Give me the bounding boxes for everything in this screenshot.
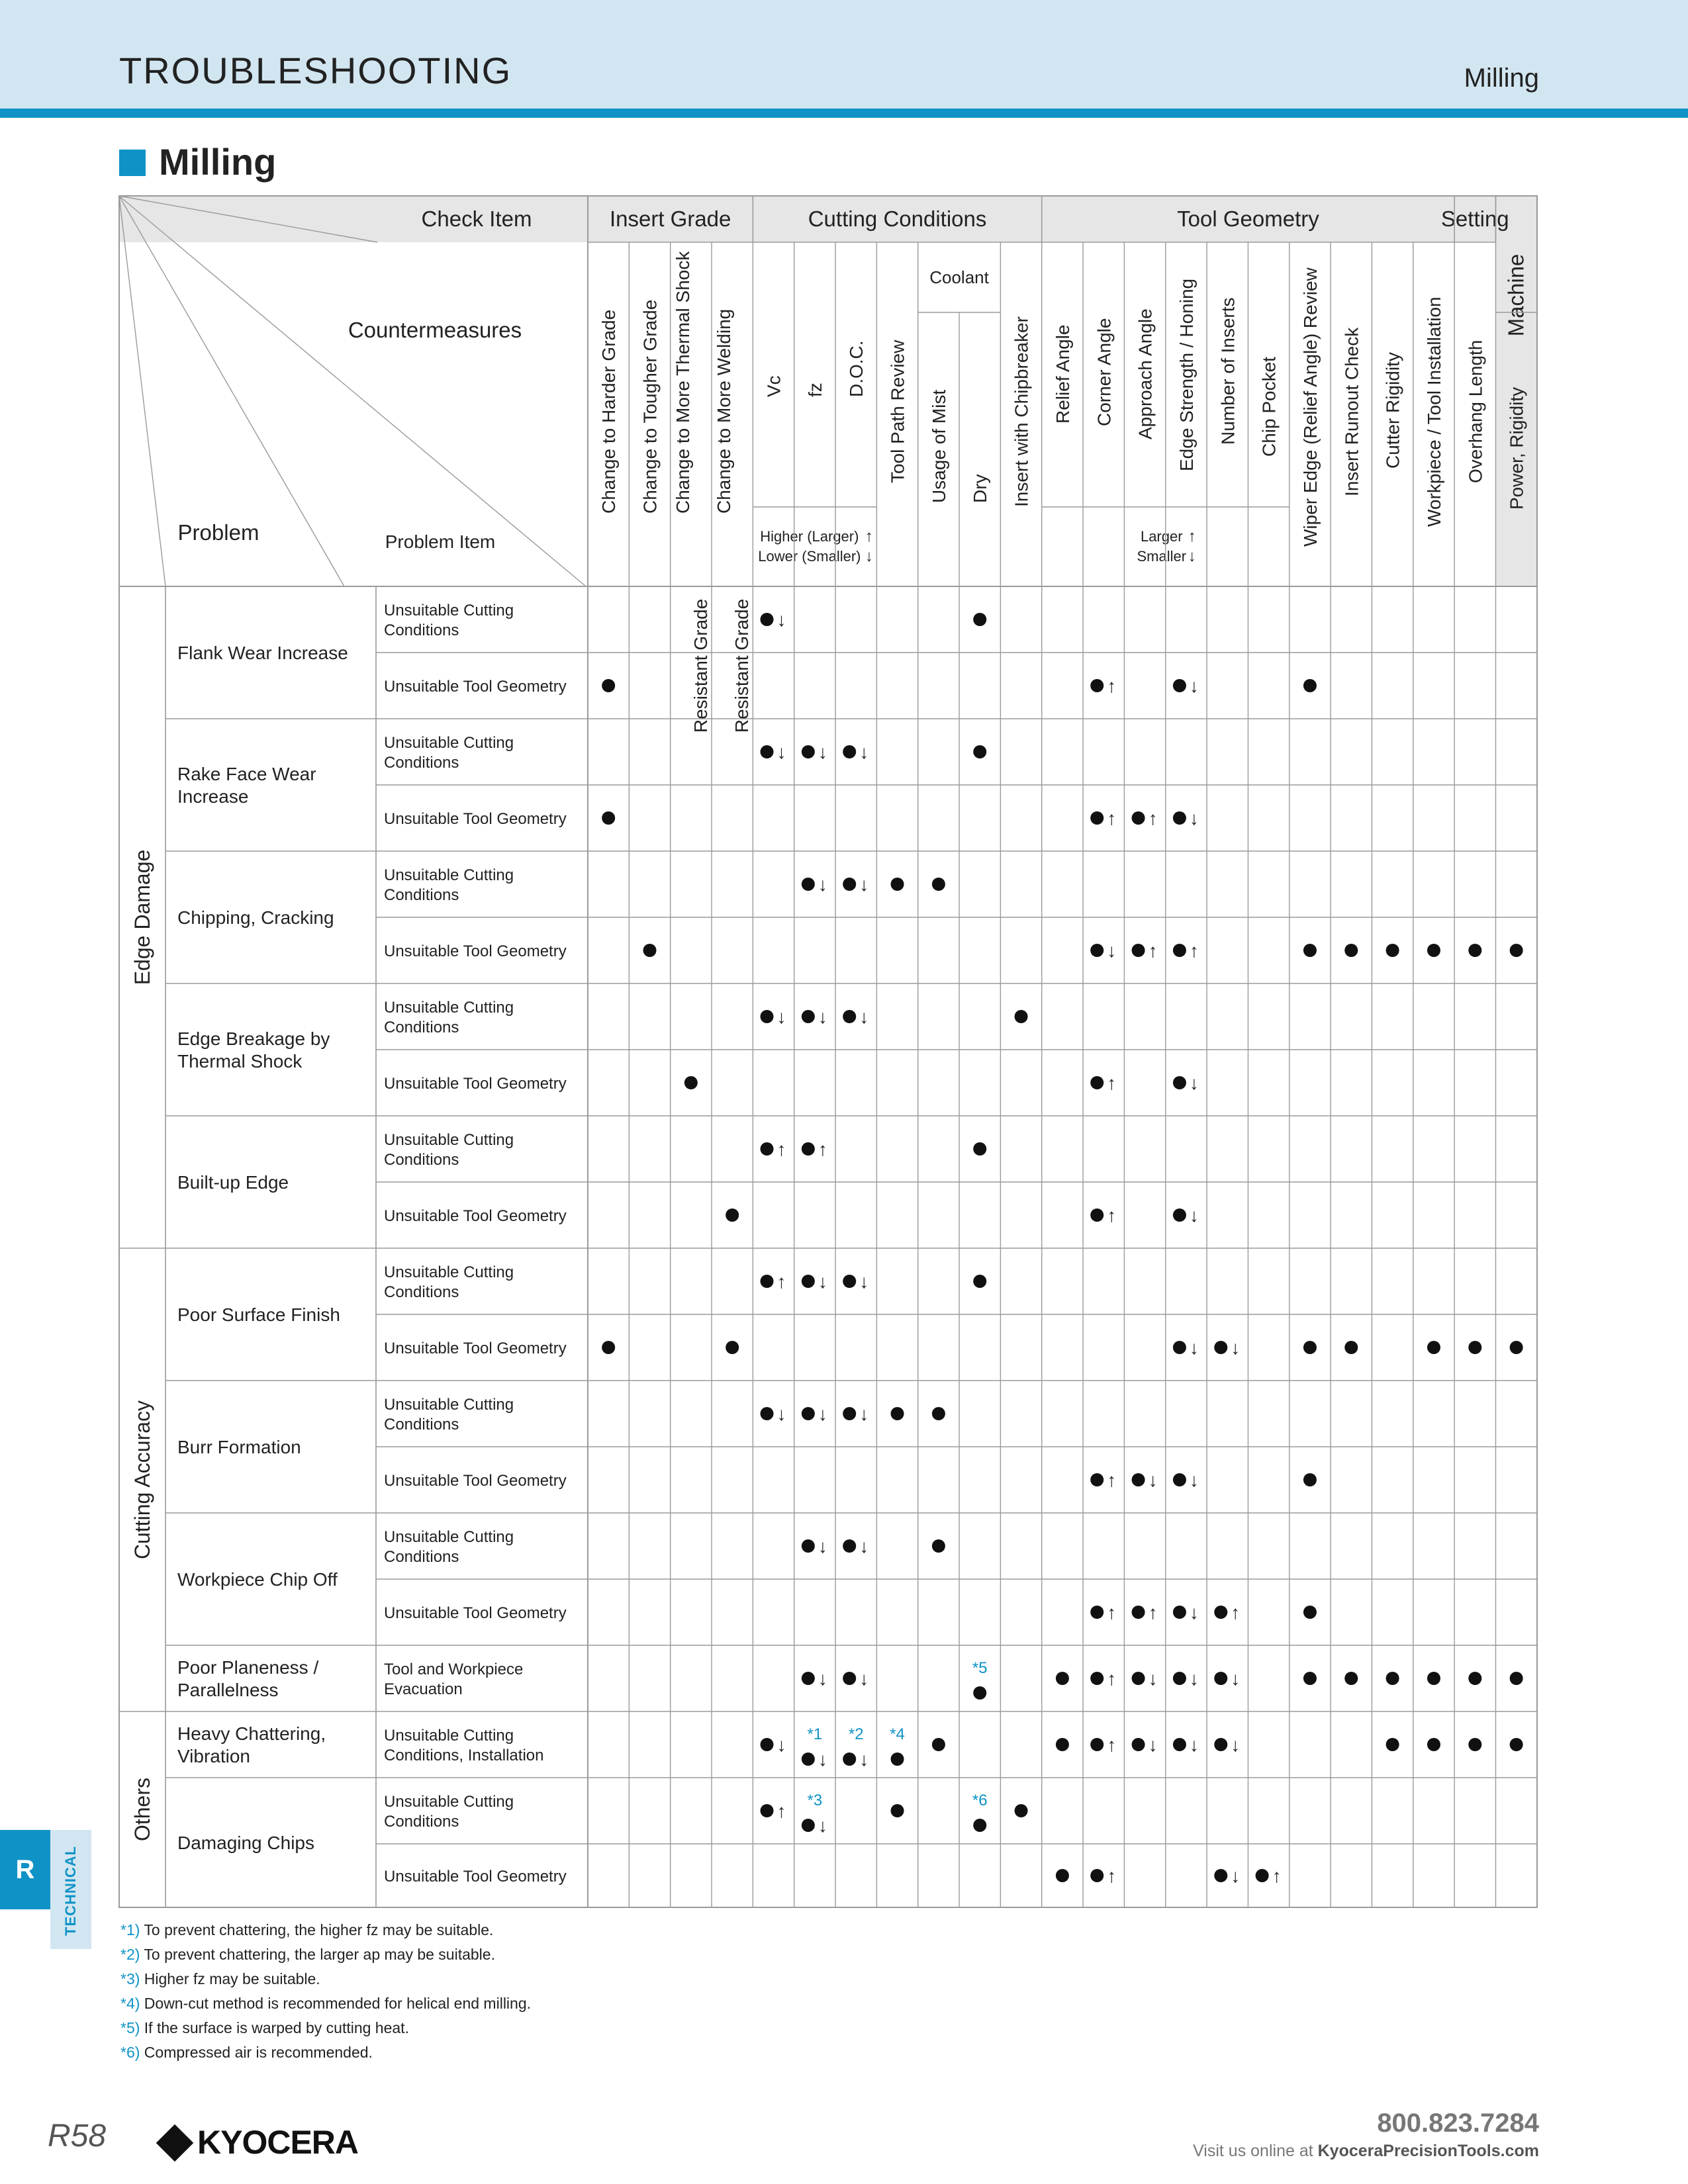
recommendation-dot-icon: [802, 878, 815, 891]
down-arrow-icon: ↓: [818, 1404, 827, 1424]
recommendation-dot-icon: [1468, 944, 1481, 957]
footnote-text: To prevent chattering, the higher fz may be suitable.: [144, 1921, 494, 1938]
problem-item-text: Unsuitable Cutting: [384, 1131, 514, 1149]
footnotes: [120, 1918, 531, 2065]
column-header-label: Dry: [970, 474, 991, 503]
problem-item-text: Unsuitable Tool Geometry: [384, 678, 567, 696]
recommendation-dot-icon: [1090, 1738, 1103, 1751]
recommendation-dot-icon: [1132, 811, 1145, 825]
footnote-text: To prevent chattering, the larger ap may be suitable.: [144, 1946, 495, 1963]
down-arrow-icon: ↓: [776, 1735, 786, 1755]
footnote: [120, 1991, 531, 2016]
down-arrow-icon: ↓: [1231, 1668, 1241, 1689]
brand-name: KYOCERA: [197, 2124, 359, 2161]
column-header-label: Change to Tougher Grade: [639, 299, 661, 514]
problem-item-text: Conditions: [384, 621, 459, 639]
recommendation-dot-icon: [802, 1539, 815, 1553]
problem-name: Poor Surface Finish: [177, 1304, 340, 1325]
recommendation-dot-icon: [973, 613, 986, 626]
up-arrow-icon: ↑: [1107, 676, 1117, 696]
recommendation-dot-icon: [802, 1275, 815, 1288]
recommendation-dot-icon: [973, 1142, 986, 1156]
footnote-marker: *5: [972, 1659, 988, 1677]
down-arrow-icon: ↓: [1107, 940, 1117, 961]
column-header-label: Change to More Thermal Shock: [672, 251, 693, 514]
recommendation-dot-icon: [891, 1407, 904, 1420]
footnote-mark: *5): [120, 2019, 144, 2036]
problem-item-text: Conditions: [384, 1813, 459, 1831]
footnote-mark: *6): [120, 2044, 144, 2061]
up-arrow-icon: ↑: [1148, 808, 1158, 829]
recommendation-dot-icon: [1510, 1738, 1523, 1751]
column-header-label: Relief Angle: [1052, 324, 1073, 424]
recommendation-dot-icon: [843, 745, 856, 758]
down-arrow-icon: ↓: [859, 1668, 869, 1689]
recommendation-dot-icon: [1468, 1738, 1481, 1751]
section-label: Milling: [1464, 64, 1539, 93]
footnote-text: Higher fz may be suitable.: [144, 1970, 320, 1987]
footnote-mark: *4): [120, 1995, 144, 2012]
footnote: [120, 1967, 531, 1991]
recommendation-dot-icon: [1090, 811, 1103, 825]
recommendation-dot-icon: [761, 1010, 774, 1023]
column-header-label: Wiper Edge (Relief Angle) Review: [1299, 267, 1321, 547]
problem-name: Damaging Chips: [177, 1833, 314, 1853]
down-arrow-icon: ↓: [1189, 1338, 1199, 1358]
problem-name: Heavy Chattering,: [177, 1723, 326, 1744]
recommendation-dot-icon: [802, 1672, 815, 1685]
category-label: Cutting Accuracy: [130, 1400, 154, 1560]
problem-name: Workpiece Chip Off: [177, 1569, 338, 1590]
countermeasures-label: Countermeasures: [348, 318, 522, 342]
problem-item-text: Evacuation: [384, 1680, 463, 1698]
legend-smaller: Smaller: [1137, 548, 1187, 565]
column-header-label: fz: [804, 383, 825, 397]
column-header-label: Workpiece / Tool Installation: [1423, 296, 1444, 527]
down-arrow-icon: ↓: [776, 742, 786, 762]
recommendation-dot-icon: [602, 1341, 615, 1354]
problem-item-text: Conditions: [384, 1548, 459, 1566]
footnote-marker: *4: [890, 1725, 905, 1743]
problem-label: Problem: [177, 520, 259, 545]
down-arrow-icon: ↓: [1189, 1470, 1199, 1490]
recommendation-dot-icon: [1303, 1341, 1317, 1354]
down-arrow-icon: ↓: [818, 1749, 827, 1770]
recommendation-dot-icon: [1303, 679, 1317, 692]
recommendation-dot-icon: [1173, 679, 1186, 692]
recommendation-dot-icon: [1090, 1606, 1103, 1619]
recommendation-dot-icon: [891, 1804, 904, 1817]
recommendation-dot-icon: [1090, 1208, 1103, 1222]
recommendation-dot-icon: [843, 1539, 856, 1553]
recommendation-dot-icon: [891, 878, 904, 891]
column-header-label: D.O.C.: [846, 340, 867, 397]
problem-item-text: Unsuitable Tool Geometry: [384, 942, 567, 960]
problem-name: Flank Wear Increase: [177, 643, 348, 663]
recommendation-dot-icon: [1173, 944, 1186, 957]
recommendation-dot-icon: [843, 1407, 856, 1420]
footnote-marker: *6: [972, 1792, 988, 1809]
down-arrow-icon: ↓: [776, 610, 786, 630]
recommendation-dot-icon: [1090, 944, 1103, 957]
check-item-label: Check Item: [421, 206, 532, 231]
legend-larger: Larger: [1140, 528, 1183, 545]
problem-item-text: Unsuitable Cutting: [384, 734, 514, 752]
column-header-label: Number of Inserts: [1217, 297, 1239, 445]
recommendation-dot-icon: [1132, 1672, 1145, 1685]
recommendation-dot-icon: [1090, 1076, 1103, 1089]
recommendation-dot-icon: [802, 1819, 815, 1832]
footnote: [120, 1942, 531, 1967]
problem-item-text: Unsuitable Cutting: [384, 1528, 514, 1546]
recommendation-dot-icon: [802, 1752, 815, 1766]
footnote-text: If the surface is warped by cutting heat.: [144, 2019, 409, 2036]
recommendation-dot-icon: [761, 745, 774, 758]
down-arrow-icon: ↓: [1189, 1205, 1199, 1226]
up-arrow-icon: ↑: [776, 1801, 786, 1821]
down-arrow-icon: ↓: [1189, 1602, 1199, 1623]
footnote-mark: *2): [120, 1946, 144, 1963]
section-tab-text: TECHNICAL: [62, 1845, 79, 1936]
column-header-label: Usage of Mist: [928, 389, 949, 503]
coolant-label: Coolant: [929, 267, 989, 287]
down-arrow-icon: ↓: [818, 1536, 827, 1557]
down-arrow-icon: ↓: [1189, 1668, 1199, 1689]
down-arrow-icon: ↓: [859, 1749, 869, 1770]
column-header-label: Resistant Grade: [731, 598, 753, 733]
problem-name: Edge Breakage by: [177, 1028, 330, 1049]
up-arrow-icon: ↑: [1272, 1866, 1282, 1886]
problem-item-text: Conditions: [384, 886, 459, 904]
problem-name: Rake Face Wear: [177, 764, 316, 784]
recommendation-dot-icon: [932, 878, 945, 891]
problem-item-text: Unsuitable Cutting: [384, 1793, 514, 1811]
recommendation-dot-icon: [1303, 1473, 1317, 1486]
problem-item-text: Unsuitable Cutting: [384, 866, 514, 884]
group-header-label: Tool Geometry: [1177, 206, 1319, 231]
recommendation-dot-icon: [1090, 1672, 1103, 1685]
recommendation-dot-icon: [932, 1407, 945, 1420]
recommendation-dot-icon: [932, 1539, 945, 1553]
page-title: TROUBLESHOOTING: [119, 50, 512, 91]
recommendation-dot-icon: [843, 1752, 856, 1766]
problem-item-text: Unsuitable Tool Geometry: [384, 1868, 567, 1886]
recommendation-dot-icon: [802, 1407, 815, 1420]
down-arrow-icon: ↓: [776, 1404, 786, 1424]
problem-item-text: Conditions: [384, 754, 459, 772]
recommendation-dot-icon: [761, 1142, 774, 1156]
problem-item-text: Unsuitable Tool Geometry: [384, 1604, 567, 1622]
problem-item-text: Unsuitable Tool Geometry: [384, 1340, 567, 1357]
website-prefix: Visit us online at: [1193, 2142, 1318, 2160]
recommendation-dot-icon: [1214, 1606, 1227, 1619]
recommendation-dot-icon: [1056, 1869, 1069, 1882]
recommendation-dot-icon: [1090, 1869, 1103, 1882]
recommendation-dot-icon: [1173, 1208, 1186, 1222]
column-header-label: Insert with Chipbreaker: [1011, 316, 1032, 507]
column-header-label: Chip Pocket: [1258, 357, 1280, 457]
recommendation-dot-icon: [973, 1686, 986, 1700]
footnote-text: Down-cut method is recommended for helical end milling.: [144, 1995, 532, 2012]
recommendation-dot-icon: [643, 944, 657, 957]
recommendation-dot-icon: [1173, 1606, 1186, 1619]
up-arrow-icon: ↑: [1148, 940, 1158, 961]
recommendation-dot-icon: [1056, 1672, 1069, 1685]
problem-name: Increase: [177, 786, 249, 807]
recommendation-dot-icon: [802, 1142, 815, 1156]
down-arrow-icon: ↓: [1231, 1866, 1241, 1886]
recommendation-dot-icon: [1015, 1010, 1028, 1023]
recommendation-dot-icon: [1386, 1672, 1399, 1685]
recommendation-dot-icon: [1090, 1473, 1103, 1486]
recommendation-dot-icon: [1132, 944, 1145, 957]
column-header-label: Resistant Grade: [690, 598, 711, 733]
problem-item-text: Unsuitable Tool Geometry: [384, 1472, 567, 1490]
up-arrow-icon: ↑: [776, 1139, 786, 1160]
recommendation-dot-icon: [1056, 1738, 1069, 1751]
down-arrow-icon: ↓: [1148, 1470, 1158, 1490]
group-header-label: Insert Grade: [609, 206, 731, 231]
column-header-label: Change to Harder Grade: [598, 309, 620, 514]
recommendation-dot-icon: [1468, 1341, 1481, 1354]
category-label: Others: [130, 1777, 154, 1842]
down-arrow-icon: ↓: [859, 1007, 869, 1027]
section-tab-label: [50, 1830, 91, 1949]
recommendation-dot-icon: [1386, 944, 1399, 957]
recommendation-dot-icon: [1427, 1672, 1440, 1685]
group-header-label: Machine: [1503, 253, 1528, 337]
recommendation-dot-icon: [843, 878, 856, 891]
footnote-text: Compressed air is recommended.: [144, 2044, 373, 2061]
page-number: R58: [48, 2118, 107, 2154]
column-header-label: Corner Angle: [1094, 318, 1115, 426]
recommendation-dot-icon: [1386, 1738, 1399, 1751]
website-link[interactable]: KyoceraPrecisionTools.com: [1317, 2142, 1539, 2160]
down-arrow-icon: ↓: [1148, 1668, 1158, 1689]
recommendation-dot-icon: [1132, 1738, 1145, 1751]
kyocera-logo-icon: [156, 2124, 194, 2162]
recommendation-dot-icon: [802, 745, 815, 758]
up-arrow-icon: ↑: [1107, 1073, 1117, 1093]
down-arrow-icon: ↓: [859, 874, 869, 895]
recommendation-dot-icon: [843, 1275, 856, 1288]
problem-item-text: Unsuitable Tool Geometry: [384, 810, 567, 828]
down-arrow-icon: ↓: [1189, 808, 1199, 829]
down-arrow-icon: ↓: [1189, 1073, 1199, 1093]
recommendation-dot-icon: [1173, 811, 1186, 825]
footnote-marker: *2: [848, 1725, 864, 1743]
up-arrow-icon: ↑: [1231, 1602, 1241, 1623]
up-arrow-icon: ↑: [1107, 1866, 1117, 1886]
section-tab-letter: R: [0, 1830, 50, 1909]
recommendation-dot-icon: [1256, 1869, 1269, 1882]
footnote: [120, 2016, 531, 2040]
recommendation-dot-icon: [1173, 1672, 1186, 1685]
up-arrow-icon: ↑: [1107, 1602, 1117, 1623]
recommendation-dot-icon: [684, 1076, 698, 1089]
recommendation-dot-icon: [1132, 1606, 1145, 1619]
recommendation-dot-icon: [1427, 944, 1440, 957]
column-header-label: Insert Runout Check: [1341, 327, 1362, 496]
problem-name: Chipping, Cracking: [177, 907, 334, 928]
footnote-marker: *3: [807, 1792, 823, 1809]
down-arrow-icon: ↓: [859, 1536, 869, 1557]
phone-number: 800.823.7284: [1377, 2109, 1539, 2138]
recommendation-dot-icon: [726, 1208, 739, 1222]
recommendation-dot-icon: [891, 1752, 904, 1766]
recommendation-dot-icon: [1173, 1738, 1186, 1751]
footnote-mark: *3): [120, 1970, 144, 1987]
recommendation-dot-icon: [1015, 1804, 1028, 1817]
up-arrow-icon: ↑: [1107, 1205, 1117, 1226]
recommendation-dot-icon: [843, 1010, 856, 1023]
recommendation-dot-icon: [932, 1738, 945, 1751]
recommendation-dot-icon: [802, 1010, 815, 1023]
website-line: [1193, 2142, 1539, 2161]
up-arrow-icon: ↑: [865, 527, 873, 545]
recommendation-dot-icon: [1510, 1341, 1523, 1354]
recommendation-dot-icon: [1510, 1672, 1523, 1685]
problem-item-text: Conditions, Installation: [384, 1747, 544, 1764]
recommendation-dot-icon: [1173, 1341, 1186, 1354]
problem-name: Thermal Shock: [177, 1051, 303, 1071]
problem-item-text: Unsuitable Cutting: [384, 1727, 514, 1745]
problem-item-label: Problem Item: [385, 531, 496, 552]
problem-item-text: Unsuitable Cutting: [384, 1263, 514, 1281]
recommendation-dot-icon: [1303, 944, 1317, 957]
down-arrow-icon: ↓: [818, 1668, 827, 1689]
down-arrow-icon: ↓: [818, 874, 827, 895]
column-header-label: Vc: [763, 375, 784, 397]
recommendation-dot-icon: [1303, 1672, 1317, 1685]
problem-item-text: Conditions: [384, 1283, 459, 1301]
recommendation-dot-icon: [1214, 1672, 1227, 1685]
recommendation-dot-icon: [1427, 1341, 1440, 1354]
recommendation-dot-icon: [761, 1407, 774, 1420]
up-arrow-icon: ↑: [1107, 808, 1117, 829]
up-arrow-icon: ↑: [1188, 527, 1196, 545]
problem-item-text: Unsuitable Tool Geometry: [384, 1075, 567, 1093]
recommendation-dot-icon: [1303, 1606, 1317, 1619]
recommendation-dot-icon: [843, 1672, 856, 1685]
column-header-label: Overhang Length: [1465, 340, 1486, 483]
legend-higher: Higher (Larger): [760, 528, 859, 545]
down-arrow-icon: ↓: [859, 1271, 869, 1292]
table-border: [119, 196, 1537, 1907]
recommendation-dot-icon: [761, 1804, 774, 1817]
section-title: Milling: [159, 141, 277, 183]
problem-item-text: Tool and Workpiece: [384, 1661, 524, 1678]
recommendation-dot-icon: [1173, 1076, 1186, 1089]
recommendation-dot-icon: [973, 1819, 986, 1832]
recommendation-dot-icon: [1132, 1473, 1145, 1486]
recommendation-dot-icon: [973, 1275, 986, 1288]
legend-lower: Lower (Smaller): [758, 548, 861, 565]
down-arrow-icon: ↓: [818, 1007, 827, 1027]
recommendation-dot-icon: [1173, 1473, 1186, 1486]
recommendation-dot-icon: [726, 1341, 739, 1354]
down-arrow-icon: ↓: [859, 742, 869, 762]
recommendation-dot-icon: [1427, 1738, 1440, 1751]
problem-name: Burr Formation: [177, 1437, 301, 1457]
column-header-label: Edge Strength / Honing: [1176, 278, 1197, 471]
recommendation-dot-icon: [761, 1275, 774, 1288]
recommendation-dot-icon: [1214, 1869, 1227, 1882]
recommendation-dot-icon: [1214, 1738, 1227, 1751]
down-arrow-icon: ↓: [1148, 1735, 1158, 1755]
problem-item-text: Unsuitable Cutting: [384, 999, 514, 1017]
recommendation-dot-icon: [761, 1738, 774, 1751]
up-arrow-icon: ↑: [1189, 940, 1199, 961]
recommendation-dot-icon: [602, 679, 615, 692]
problem-item-text: Conditions: [384, 1151, 459, 1169]
column-header-label: Tool Path Review: [887, 340, 908, 483]
recommendation-dot-icon: [761, 613, 774, 626]
down-arrow-icon: ↓: [1189, 1735, 1199, 1755]
down-arrow-icon: ↓: [865, 547, 873, 565]
recommendation-dot-icon: [1344, 944, 1358, 957]
problem-item-text: Conditions: [384, 1019, 459, 1036]
problem-name: Vibration: [177, 1746, 251, 1766]
down-arrow-icon: ↓: [1231, 1735, 1241, 1755]
column-header-label: Change to More Welding: [714, 308, 735, 514]
down-arrow-icon: ↓: [818, 742, 827, 762]
recommendation-dot-icon: [1510, 944, 1523, 957]
recommendation-dot-icon: [973, 745, 986, 758]
down-arrow-icon: ↓: [1189, 676, 1199, 696]
category-label: Edge Damage: [130, 849, 154, 985]
down-arrow-icon: ↓: [776, 1007, 786, 1027]
problem-name: Poor Planeness /: [177, 1657, 319, 1678]
down-arrow-icon: ↓: [818, 1815, 827, 1836]
problem-item-text: Unsuitable Tool Geometry: [384, 1207, 567, 1225]
down-arrow-icon: ↓: [859, 1404, 869, 1424]
up-arrow-icon: ↑: [1107, 1470, 1117, 1490]
up-arrow-icon: ↑: [818, 1139, 827, 1160]
group-header-label: Cutting Conditions: [808, 206, 987, 231]
recommendation-dot-icon: [1344, 1672, 1358, 1685]
recommendation-dot-icon: [602, 811, 615, 825]
recommendation-dot-icon: [1344, 1341, 1358, 1354]
problem-name: Parallelness: [177, 1680, 279, 1700]
problem-item-text: Unsuitable Cutting: [384, 1396, 514, 1414]
down-arrow-icon: ↓: [1231, 1338, 1241, 1358]
group-header-label: Setting: [1440, 206, 1509, 231]
recommendation-dot-icon: [1090, 679, 1103, 692]
up-arrow-icon: ↑: [1107, 1668, 1117, 1689]
column-header-label: Power, Rigidity: [1506, 387, 1527, 510]
recommendation-dot-icon: [1214, 1341, 1227, 1354]
problem-item-text: Conditions: [384, 1416, 459, 1433]
up-arrow-icon: ↑: [1148, 1602, 1158, 1623]
brand-logo: [162, 2123, 358, 2161]
column-header-label: Cutter Rigidity: [1382, 352, 1403, 469]
footnote-mark: *1): [120, 1921, 144, 1938]
problem-name: Built-up Edge: [177, 1172, 289, 1193]
footnote-marker: *1: [807, 1725, 823, 1743]
up-arrow-icon: ↑: [1107, 1735, 1117, 1755]
corner-diagonal: [119, 196, 165, 586]
problem-item-text: Unsuitable Cutting: [384, 602, 514, 619]
footnote: [120, 1918, 531, 1942]
down-arrow-icon: ↓: [818, 1271, 827, 1292]
column-header-label: Approach Angle: [1135, 308, 1156, 439]
down-arrow-icon: ↓: [1188, 547, 1196, 565]
up-arrow-icon: ↑: [776, 1271, 786, 1292]
footnote: [120, 2040, 531, 2065]
recommendation-dot-icon: [1468, 1672, 1481, 1685]
